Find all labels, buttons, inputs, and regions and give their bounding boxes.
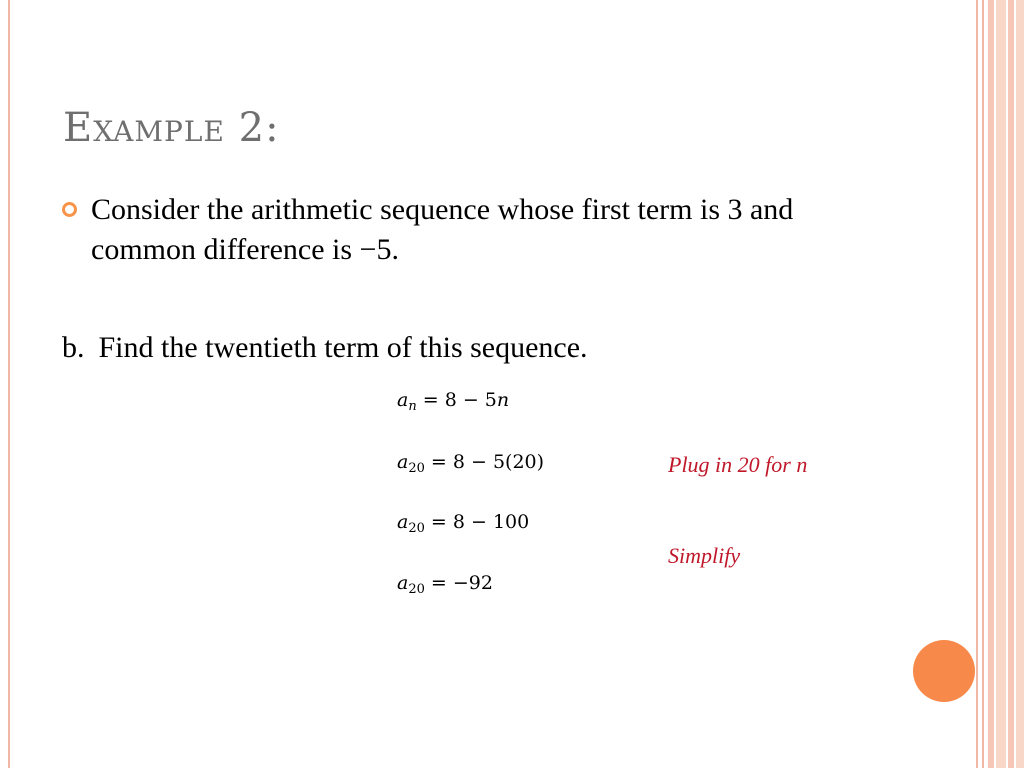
eq-subscript: n: [408, 399, 417, 414]
equation-line: [397, 511, 529, 536]
eq-rhs-variable: n: [496, 389, 510, 411]
stripe: [982, 0, 984, 768]
equation-line: [397, 389, 509, 414]
eq-rhs: = −92: [424, 572, 493, 594]
part-text: Find the twentieth term of this sequence.: [98, 331, 588, 364]
stripe: [976, 0, 978, 768]
eq-subscript: 20: [408, 461, 425, 476]
stripe: [996, 0, 1006, 768]
equation-line: [397, 572, 493, 597]
eq-subscript: 20: [408, 521, 425, 536]
eq-variable: a: [397, 451, 409, 473]
part-label: b.: [62, 331, 85, 364]
left-frame-line: [8, 0, 10, 768]
eq-rhs: = 8 − 5: [416, 389, 497, 411]
eq-subscript: 20: [408, 582, 425, 597]
eq-rhs: = 8 − 100: [424, 511, 530, 533]
bullet-text: Consider the arithmetic sequence whose first term is 3 and common difference is −5.: [91, 193, 794, 266]
stripe: [988, 0, 994, 768]
slide-title: Example 2:: [63, 105, 280, 151]
right-decorative-stripes: [976, 0, 1024, 768]
part-b-question: [62, 328, 588, 368]
circle-bullet-icon: [62, 202, 77, 217]
equation-line: [397, 451, 544, 476]
orange-circle-decoration: [913, 640, 975, 702]
annotation-plug-in: Plug in 20 for n: [668, 452, 808, 477]
annotation-simplify: Simplify: [668, 543, 741, 568]
bullet-item: [62, 190, 822, 270]
eq-variable: a: [397, 389, 409, 411]
eq-variable: a: [397, 511, 409, 533]
eq-variable: a: [397, 572, 409, 594]
stripe: [1016, 0, 1024, 768]
eq-rhs: = 8 − 5(20): [424, 451, 545, 473]
stripe: [1008, 0, 1014, 768]
